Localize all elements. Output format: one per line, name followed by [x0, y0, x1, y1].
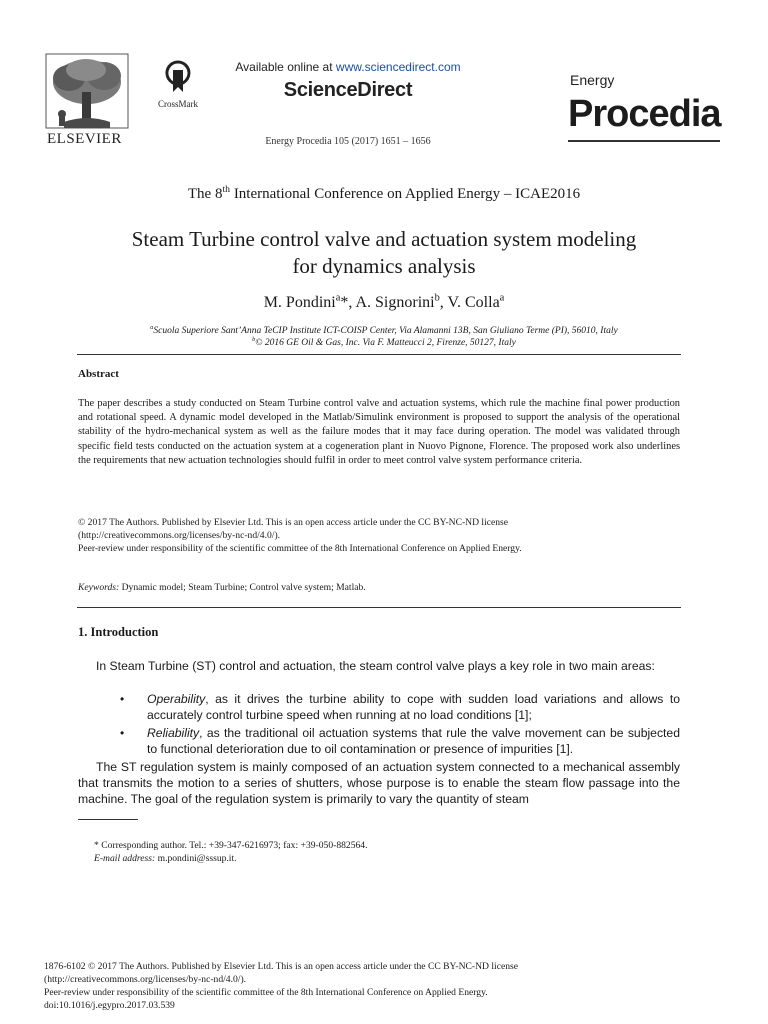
sciencedirect-brand: ScienceDirect [283, 79, 413, 101]
divider-top [77, 354, 681, 355]
email-label: E-mail address: [94, 853, 156, 864]
keywords-text: Dynamic model; Steam Turbine; Control valve system; Matlab. [119, 582, 366, 593]
conference-prefix: The 8 [187, 186, 223, 202]
bullet-marker: • [120, 692, 125, 706]
abstract-body: The paper describes a study conducted on Steam Turbine control valve and actuation systems, which rule the machine final power production and rotational speed. A dynamic model developed in the Matlab/Simulink environment is proposed to support the analysis of the operational stability of the hydro-mechanical system as well as the failure modes that it may face during operation. The model was validated through specific field tests conducted on the actuation system at a cogeneration plant in Nuovo Pignone, Florence. The proposed work also underlines the requirements that new actuation technologies should fulfil in order to meet control valve system performance criteria. [78, 398, 680, 466]
conference-suffix: International Conference on Applied Energy – ICAE2016 [230, 186, 581, 202]
affiliation-b [0, 338, 768, 348]
crossmark-icon [165, 60, 191, 92]
bullet-term: Reliability [147, 726, 200, 740]
copyright-notice: © 2017 The Authors. Published by Elsevier Ltd. This is an open access article under the CC BY-NC-ND license [78, 517, 509, 528]
author-sep: , [439, 294, 448, 311]
journal-logo-energy: Energy [570, 72, 615, 88]
footer-license-link[interactable]: (http://creativecommons.org/licenses/by-nc-nd/4.0/). [44, 974, 247, 985]
title-line: Steam Turbine control valve and actuation system modeling [131, 227, 637, 251]
footer-doi[interactable]: doi:10.1016/j.egypro.2017.03.539 [44, 1000, 175, 1011]
corresponding-mark: * [340, 294, 349, 311]
author-name: A. Signorini [355, 294, 435, 311]
bullet-term: Operability [147, 692, 206, 706]
conference-line [0, 186, 768, 203]
author-affil-sup: a [335, 292, 341, 304]
author-affil-sup: b [434, 292, 440, 304]
journal-logo-procedia: Procedia [568, 93, 721, 135]
section-heading-introduction: 1. Introduction [78, 625, 159, 639]
intro-paragraph: In Steam Turbine (ST) control and actuation, the steam control valve plays a key role in two main areas: [96, 659, 655, 673]
email-footnote [94, 852, 680, 865]
bullet-item [147, 725, 680, 757]
bullet-text: , as the traditional oil actuation systems that rule the valve movement can be subjected to functional deterioration due to oil contamination or presence of impurities [1]. [147, 726, 680, 756]
paper-title [60, 226, 708, 280]
bullet-text: , as it drives the turbine ability to cope with sudden load variations and allows to accurately control turbine speed when running at no load conditions [1]; [147, 692, 680, 722]
available-online-line [228, 60, 468, 74]
keywords-label: Keywords: [78, 582, 120, 593]
author-sep: , [348, 294, 356, 311]
abstract-heading: Abstract [78, 368, 119, 380]
affiliation-sup: b [252, 336, 256, 343]
intro-paragraph: The ST regulation system is mainly composed of an actuation system connected to a mechanical assembly that transmits the motion to a series of shutters, whose purpose is to enable the steam flow passage into the machine. The goal of the regulation system is primarily to vary the quantity of steam [78, 760, 680, 806]
footer-peer-review: Peer-review under responsibility of the scientific committee of the 8th International Conference on Applied Energy. [44, 987, 488, 998]
affiliation-a [0, 326, 768, 336]
corresponding-author-footnote: * Corresponding author. Tel.: +39-347-6216973; fax: +39-050-882564. [94, 840, 368, 851]
journal-reference: Energy Procedia 105 (2017) 1651 – 1656 [265, 136, 431, 147]
license-link[interactable]: (http://creativecommons.org/licenses/by-nc-nd/4.0/). [78, 530, 281, 541]
peer-review-notice: Peer-review under responsibility of the scientific committee of the 8th International Conference on Applied Energy. [78, 543, 522, 554]
affiliation-sup: a [150, 324, 154, 331]
author-list [0, 294, 768, 312]
author-name: V. Colla [447, 294, 500, 311]
footnote-rule [78, 819, 138, 820]
author-name: M. Pondini [263, 294, 336, 311]
footer-copyright: 1876-6102 © 2017 The Authors. Published by Elsevier Ltd. This is an open access article under the CC BY-NC-ND license [44, 961, 519, 972]
elsevier-wordmark: ELSEVIER [47, 131, 122, 147]
affiliation-text: © 2016 GE Oil & Gas, Inc. Via F. Matteucci 2, Firenze, 50127, Italy [255, 338, 516, 348]
email-address[interactable]: m.pondini@sssup.it. [155, 853, 237, 864]
keywords-line [78, 581, 680, 594]
available-prefix: Available online at [235, 60, 336, 74]
crossmark-badge[interactable] [152, 60, 204, 109]
title-line: for dynamics analysis [292, 254, 476, 278]
bullet-marker: • [120, 726, 125, 740]
conference-sup: th [222, 184, 231, 195]
crossmark-label: CrossMark [158, 99, 198, 109]
author-affil-sup: a [499, 292, 505, 304]
journal-logo-rule [568, 140, 720, 142]
sciencedirect-link[interactable]: www.sciencedirect.com [335, 60, 461, 74]
divider-bottom [77, 607, 681, 608]
bullet-item [147, 691, 680, 723]
affiliation-text: Scuola Superiore Sant’Anna TeCIP Institute ICT-COISP Center, Via Alamanni 13B, San Giuliano Terme (PI), 56010, Italy [153, 326, 618, 336]
